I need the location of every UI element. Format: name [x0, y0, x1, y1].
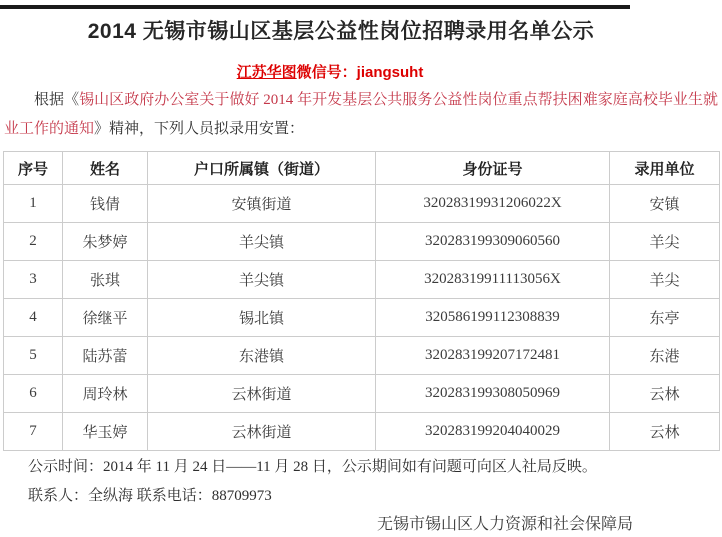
issuing-authority-signature: 无锡市锡山区人力资源和社会保障局 [377, 516, 634, 533]
cell-name: 周玲林 [63, 375, 148, 413]
cell-id: 320283199204040029 [376, 413, 610, 451]
table-row [4, 375, 720, 413]
intro-document-name: 锡山区政府办公室关于做好 2014 年开发基层公共服务公益性岗位重点帮扶困难家庭高校毕业生就业工作的通知 [4, 92, 718, 137]
column-header-town: 户口所属镇（街道） [148, 152, 376, 185]
cell-unit: 安镇 [610, 185, 720, 223]
cell-unit: 东港 [610, 337, 720, 375]
intro-prefix: 根据《 [34, 92, 80, 108]
weixin-id-text: 微信号：jiangsuht [296, 64, 424, 81]
cell-id: 320283199309060560 [376, 223, 610, 261]
cell-id: 320283199308050969 [376, 375, 610, 413]
cell-town: 安镇街道 [148, 185, 376, 223]
cell-index: 5 [4, 337, 63, 375]
cell-index: 3 [4, 261, 63, 299]
cell-unit: 东亭 [610, 299, 720, 337]
cell-index: 2 [4, 223, 63, 261]
cell-name: 徐继平 [63, 299, 148, 337]
intro-paragraph [4, 86, 718, 144]
cell-id: 32028319931206022X [376, 185, 610, 223]
cell-town: 羊尖镇 [148, 261, 376, 299]
cell-index: 7 [4, 413, 63, 451]
cell-town: 东港镇 [148, 337, 376, 375]
cell-unit: 云林 [610, 413, 720, 451]
cell-id: 32028319911113056X [376, 261, 610, 299]
cell-name: 华玉婷 [63, 413, 148, 451]
cell-id: 320586199112308839 [376, 299, 610, 337]
page-title: 2014 无锡市锡山区基层公益性岗位招聘录用名单公示 [87, 20, 595, 43]
cell-town: 锡北镇 [148, 299, 376, 337]
top-divider-bar [0, 5, 630, 9]
cell-name: 陆苏蕾 [63, 337, 148, 375]
cell-name: 钱倩 [63, 185, 148, 223]
cell-unit: 羊尖 [610, 261, 720, 299]
publicity-period-notice: 公示时间：2014 年 11 月 24 日——11 月 28 日，公示期间如有问题可向区人社局反映。 [28, 459, 597, 475]
weixin-promo-line [0, 61, 660, 82]
column-header-name: 姓名 [63, 152, 148, 185]
table-row [4, 337, 720, 375]
table-row [4, 223, 720, 261]
cell-index: 6 [4, 375, 63, 413]
jiangsu-huatu-link[interactable]: 江苏华图 [236, 64, 297, 81]
contact-info: 联系人：全纵海 联系电话：88709973 [28, 488, 272, 504]
column-header-index: 序号 [4, 152, 63, 185]
table-row [4, 299, 720, 337]
table-row [4, 261, 720, 299]
cell-id: 320283199207172481 [376, 337, 610, 375]
column-header-id: 身份证号 [376, 152, 610, 185]
table-row [4, 413, 720, 451]
table-header-row [4, 152, 720, 185]
cell-index: 4 [4, 299, 63, 337]
table-row [4, 185, 720, 223]
cell-name: 朱梦婷 [63, 223, 148, 261]
column-header-unit: 录用单位 [610, 152, 720, 185]
cell-index: 1 [4, 185, 63, 223]
cell-name: 张琪 [63, 261, 148, 299]
recruitment-table [3, 151, 720, 451]
cell-town: 云林街道 [148, 375, 376, 413]
cell-unit: 云林 [610, 375, 720, 413]
cell-town: 羊尖镇 [148, 223, 376, 261]
cell-unit: 羊尖 [610, 223, 720, 261]
intro-suffix: 》精神，下列人员拟录用安置： [94, 121, 305, 137]
cell-town: 云林街道 [148, 413, 376, 451]
